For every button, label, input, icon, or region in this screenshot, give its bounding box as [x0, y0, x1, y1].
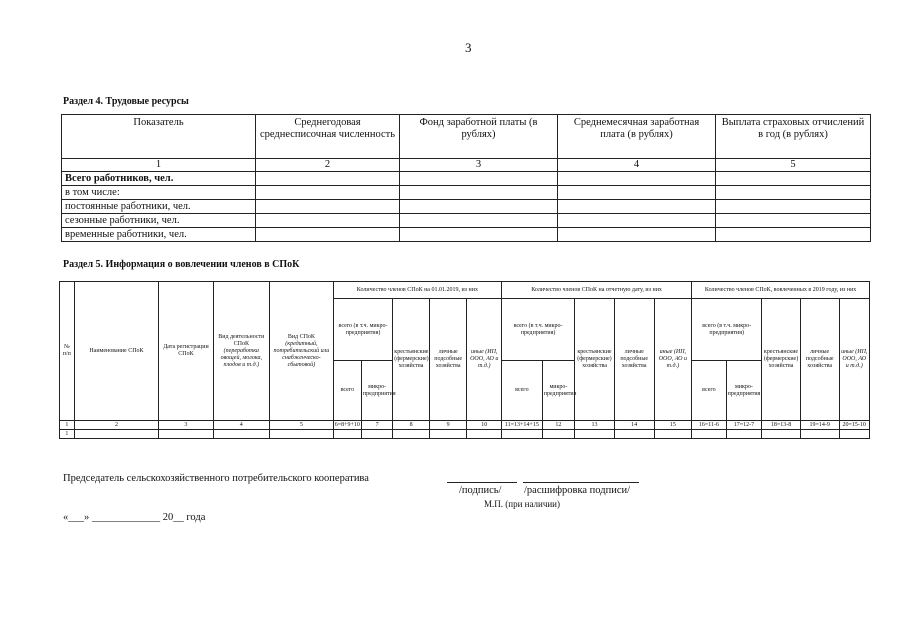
row-label-including: в том числе: — [62, 186, 256, 200]
input-cell[interactable] — [74, 430, 159, 439]
input-cell[interactable] — [716, 200, 871, 214]
col-number: 5 — [716, 159, 871, 172]
col-number: 10 — [467, 421, 502, 430]
col-number: 12 — [542, 421, 574, 430]
section5-title: Раздел 5. Информация о вовлечении членов в СПоК — [63, 259, 300, 270]
col-number: 17=12-7 — [726, 421, 762, 430]
header-kind-label: Вид СПоК — [287, 333, 315, 340]
col-number: 20=15-10 — [839, 421, 870, 430]
input-cell[interactable] — [558, 214, 716, 228]
col-number: 16=11-6 — [692, 421, 726, 430]
col-number: 3 — [159, 421, 213, 430]
input-cell[interactable] — [400, 200, 558, 214]
section4-title: Раздел 4. Трудовые ресурсы — [63, 96, 189, 107]
col-number: 4 — [213, 421, 269, 430]
input-cell[interactable] — [558, 186, 716, 200]
row-label-permanent: постоянные работники, чел. — [62, 200, 256, 214]
subheader-total: всего (в т.ч. микро-предприятия) — [692, 299, 762, 361]
table-row — [62, 214, 871, 228]
subheader-all: всего — [333, 361, 361, 421]
col-number: 14 — [614, 421, 654, 430]
page-number: 3 — [465, 40, 472, 55]
input-cell[interactable] — [558, 228, 716, 242]
col-number: 1 — [62, 159, 256, 172]
stamp-label: М.П. (при наличии) — [484, 499, 560, 509]
subheader-micro: микро-предприятия — [726, 361, 762, 421]
header-avg-headcount: Среднегодовая среднесписочная численность — [256, 115, 400, 159]
subheader-other: иные (ИП, ООО, АО и т.д.) — [839, 299, 870, 421]
subheader-personal: личные подсобные хозяйства — [429, 299, 467, 421]
table-header-row — [60, 282, 870, 299]
header-insurance-payments: Выплата страховых отчислений в год (в рублях) — [716, 115, 871, 159]
subheader-total: всего (в т.ч. микро-предприятия) — [501, 299, 574, 361]
row-number: 1 — [60, 430, 75, 439]
input-cell[interactable] — [256, 214, 400, 228]
row-label-seasonal: сезонные работники, чел. — [62, 214, 256, 228]
input-cell[interactable] — [400, 186, 558, 200]
spok-members-table — [59, 281, 870, 439]
input-cell[interactable] — [393, 430, 430, 439]
input-cell[interactable] — [839, 430, 870, 439]
chairman-label: Председатель сельскохозяйственного потребительского кооператива — [63, 473, 369, 484]
input-cell[interactable] — [501, 430, 542, 439]
input-cell[interactable] — [333, 430, 361, 439]
col-number: 2 — [74, 421, 159, 430]
input-cell[interactable] — [575, 430, 615, 439]
subheader-farm: крестьянские (фермерские) хозяйства — [393, 299, 430, 421]
date-field[interactable]: «___» _____________ 20__ года — [63, 512, 206, 523]
row-label-temporary: временные работники, чел. — [62, 228, 256, 242]
col-number: 19=14-9 — [800, 421, 839, 430]
col-number: 4 — [558, 159, 716, 172]
col-number: 1 — [60, 421, 75, 430]
subheader-personal: личные подсобные хозяйства — [800, 299, 839, 421]
input-cell[interactable] — [400, 228, 558, 242]
subheader-personal: личные подсобные хозяйства — [614, 299, 654, 421]
input-cell[interactable] — [429, 430, 467, 439]
input-cell[interactable] — [726, 430, 762, 439]
column-number-row — [60, 421, 870, 430]
subheader-farm: крестьянские (фермерские) хозяйства — [575, 299, 615, 421]
input-cell[interactable] — [256, 228, 400, 242]
input-cell[interactable] — [400, 214, 558, 228]
col-number: 18=13-8 — [762, 421, 801, 430]
col-number: 6=8+9+10 — [334, 421, 360, 428]
input-cell[interactable] — [256, 200, 400, 214]
subheader-farm: крестьянские (фермерские) хозяйства — [762, 299, 801, 421]
header-name: Наименование СПоК — [74, 282, 159, 421]
signature-decode-label: /расшифровка подписи/ — [524, 485, 631, 496]
row-label-total-workers: Всего работников, чел. — [62, 172, 256, 186]
header-group-start-of-year: Количество членов СПоК на 01.01.2019, из них — [333, 282, 501, 299]
col-number: 8 — [393, 421, 430, 430]
input-cell[interactable] — [467, 430, 502, 439]
header-kind — [270, 282, 334, 421]
subheader-micro: микро-предприятия — [542, 361, 574, 421]
header-date: Дата регистрации СПоК — [159, 282, 213, 421]
input-cell[interactable] — [716, 228, 871, 242]
header-indicator: Показатель — [62, 115, 256, 159]
input-cell[interactable] — [558, 172, 716, 186]
input-cell[interactable] — [716, 186, 871, 200]
header-group-reporting-date: Количество членов СПоК на отчетную дату, из них — [501, 282, 691, 299]
col-number: 15 — [654, 421, 692, 430]
col-number: 3 — [400, 159, 558, 172]
subheader-other: иные (ИП, ООО, АО и т.д.) — [467, 299, 502, 421]
header-activity — [213, 282, 269, 421]
input-cell[interactable] — [762, 430, 801, 439]
col-number: 7 — [361, 421, 392, 430]
header-kind-note: (кредитный, потребительский или снабженческо-сбытовой) — [273, 340, 330, 368]
table-row — [62, 228, 871, 242]
subheader-micro: микро-предприятия — [361, 361, 392, 421]
signature-decode-line[interactable] — [523, 482, 639, 483]
col-number: 9 — [429, 421, 467, 430]
table-row — [62, 172, 871, 186]
input-cell[interactable] — [654, 430, 692, 439]
input-cell[interactable] — [270, 430, 334, 439]
signature-line[interactable] — [447, 482, 517, 483]
table-row — [60, 430, 870, 439]
input-cell[interactable] — [716, 172, 871, 186]
input-cell[interactable] — [213, 430, 269, 439]
header-no: № п/п — [60, 282, 75, 421]
input-cell[interactable] — [159, 430, 213, 439]
signature-label: /подпись/ — [459, 485, 502, 496]
input-cell[interactable] — [800, 430, 839, 439]
table-header-row — [62, 115, 871, 159]
input-cell[interactable] — [692, 430, 726, 439]
header-avg-monthly-wage: Среднемесячная заработная плата (в рублях) — [558, 115, 716, 159]
col-number: 13 — [575, 421, 615, 430]
input-cell[interactable] — [256, 172, 400, 186]
header-payroll-fund: Фонд заработной платы (в рублях) — [400, 115, 558, 159]
col-number: 2 — [256, 159, 400, 172]
input-cell[interactable] — [256, 186, 400, 200]
subheader-all: всего — [501, 361, 542, 421]
table-row — [62, 186, 871, 200]
table-row — [62, 200, 871, 214]
header-group-involved-2019: Количество членов СПоК, вовлеченных в 2019 году, из них — [692, 282, 870, 299]
header-activity-label: Вид деятельности СПоК — [218, 333, 265, 347]
input-cell[interactable] — [558, 200, 716, 214]
col-number: 5 — [270, 421, 334, 430]
input-cell[interactable] — [716, 214, 871, 228]
col-number: 11=13+14+15 — [501, 421, 542, 430]
subheader-total: всего (в т.ч. микро-предприятия) — [333, 299, 393, 361]
column-number-row — [62, 159, 871, 172]
header-activity-note: (переработка овощей, молока, плодов и т.д.) — [220, 347, 262, 368]
input-cell[interactable] — [614, 430, 654, 439]
subheader-other: иные (ИП, ООО, АО и т.д.) — [654, 299, 692, 421]
input-cell[interactable] — [542, 430, 574, 439]
subheader-all: всего — [692, 361, 726, 421]
labor-resources-table — [61, 114, 871, 242]
input-cell[interactable] — [361, 430, 392, 439]
input-cell[interactable] — [400, 172, 558, 186]
